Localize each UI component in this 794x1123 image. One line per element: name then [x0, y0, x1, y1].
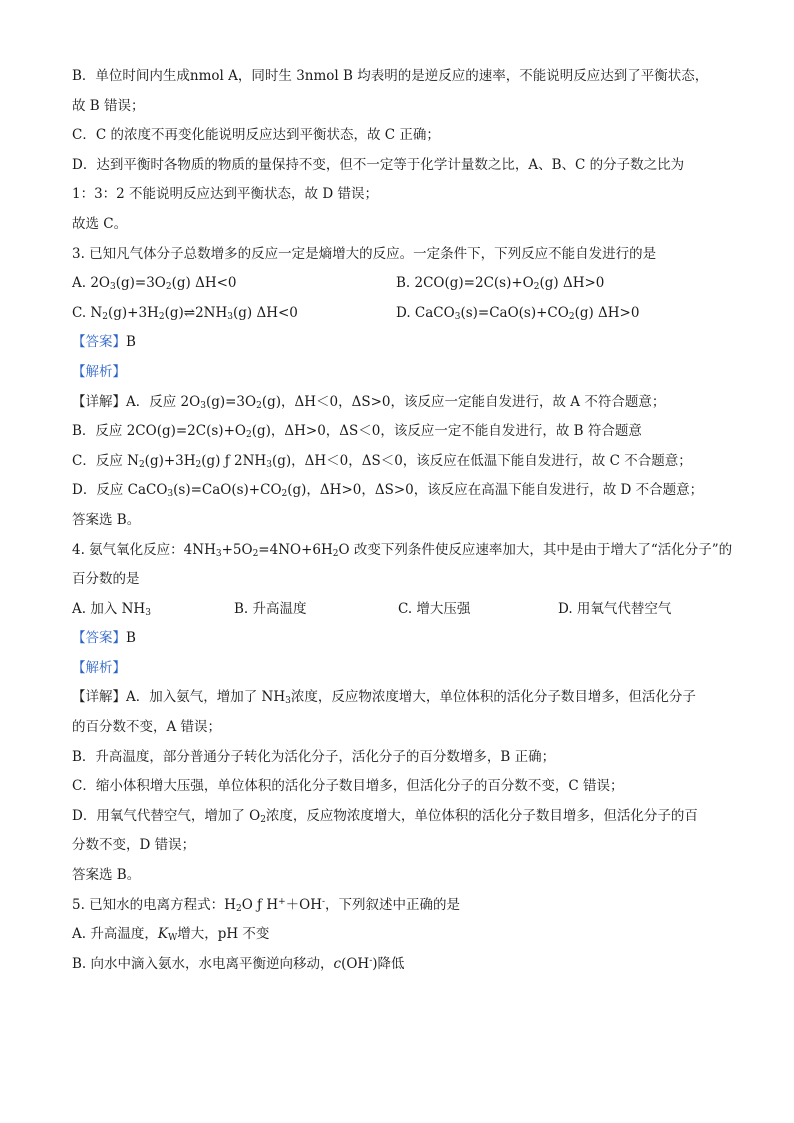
detail-line: D．用氧气代替空气，增加了 $O_2$浓度，反应物浓度增大，单位体积的活化分子数目增多，但活化分子的百	[72, 807, 698, 825]
option-a: A. 升高温度，$K_W$增大，pH 不变	[72, 926, 270, 944]
conclusion-line: 答案选 B。	[72, 511, 141, 528]
answer-tag: 【答案】	[72, 630, 126, 647]
analysis-tag: 【解析】	[72, 363, 126, 380]
text-line: 故 B 错误；	[72, 97, 145, 114]
option-d: D. $CaCO_3(s)=CaO(s)+CO_2(g)$ ΔH>0	[396, 304, 640, 322]
detail-line: C．缩小体积增大压强，单位体积的活化分子数目增多，但活化分子的百分数不变，C 错误；	[72, 778, 624, 795]
analysis-tag: 【解析】	[72, 659, 126, 676]
analysis-line	[72, 654, 732, 684]
document-page	[72, 62, 732, 979]
detail-line: B．升高温度，部分普通分子转化为活化分子，活化分子的百分数增多，B 正确；	[72, 748, 556, 765]
conclusion-line: 答案选 B。	[72, 867, 141, 884]
detail-line: 【详解】A．反应 $2O_3(g)=3O_2(g)$，ΔH＜0，ΔS>0，该反应一定能自发进行，故 A 不符合题意；	[72, 393, 666, 411]
question-4-stem: 4. 氨气氧化反应：$4NH_3+5O_2=4NO+6H_2O$ 改变下列条件使反应速率加大，其中是由于增大了“活化分子”的	[72, 541, 733, 559]
option-d: D. 用氧气代替空气	[558, 600, 672, 617]
question-3-options-row-2	[72, 299, 732, 329]
detail-line: D．反应 $CaCO_3(s)=CaO(s)+CO_2(g)$，ΔH>0，ΔS>0，该反应在高温下能自发进行，故 D 不合题意；	[72, 482, 704, 500]
option-c: C. $N_2(g)+3H_2(g)\rightleftharpoons 2NH_3(g)$ ΔH<0	[72, 304, 298, 322]
detail-line: 【详解】A．加入氨气，增加了 $NH_3$浓度，反应物浓度增大，单位体积的活化分子数目增多，但活化分子	[72, 689, 696, 707]
option-c: C. 增大压强	[398, 600, 471, 617]
question-3-stem: 3. 已知凡气体分子总数增多的反应一定是熵增大的反应。一定条件下，下列反应不能自发进行的是	[72, 245, 657, 262]
question-4-stem-cont: 百分数的是	[72, 571, 140, 588]
text-line: B．单位时间内生成nmol A，同时生 3nmol B 均表明的是逆反应的速率，不能说明反应达到了平衡状态，	[72, 68, 709, 84]
question-5-stem: 5. 已知水的电离方程式：$H_2O$ ƒ H+＋OH-，下列叙述中正确的是	[72, 896, 461, 914]
text-line: 1：3：2 不能说明反应达到平衡状态，故 D 错误；	[72, 186, 378, 203]
text-line: D．达到平衡时各物质的物质的量保持不变，但不一定等于化学计量数之比，A、B、C 的分子数之比为	[72, 156, 685, 173]
detail-line: B．反应 $2CO(g)=2C(s)+O_2(g)$，ΔH>0，ΔS＜0，该反应一定不能自发进行，故 B 符合题意	[72, 423, 642, 441]
detail-line: 的百分数不变，A 错误；	[72, 719, 222, 736]
answer-line	[72, 328, 732, 358]
option-a: A. 加入 $NH_3$	[72, 600, 151, 618]
answer-value: B	[126, 630, 136, 647]
option-b: B. 升高温度	[234, 600, 307, 617]
text-line: 故选 C。	[72, 215, 128, 232]
option-a: A. $2O_3(g)=3O_2(g)$ ΔH<0	[72, 275, 237, 293]
answer-tag: 【答案】	[72, 334, 126, 351]
option-b: B. $2CO(g)=2C(s)+O_2(g)$ ΔH>0	[396, 275, 605, 293]
question-4-options	[72, 595, 732, 625]
text-line: C．C 的浓度不再变化能说明反应达到平衡状态，故 C 正确；	[72, 127, 440, 144]
analysis-line	[72, 358, 732, 388]
answer-value: B	[126, 334, 136, 351]
detail-line: 分数不变，D 错误；	[72, 837, 196, 854]
answer-line	[72, 624, 732, 654]
question-3-options-row-1	[72, 269, 732, 299]
option-b: B. 向水中滴入氨水，水电离平衡逆向移动，c(OH-)降低	[72, 955, 405, 972]
detail-line: C．反应 $N_2(g)+3H_2(g)$ ƒ $2NH_3(g)$，ΔH＜0，ΔS＜0，该反应在低温下能自发进行，故 C 不合题意；	[72, 452, 692, 470]
